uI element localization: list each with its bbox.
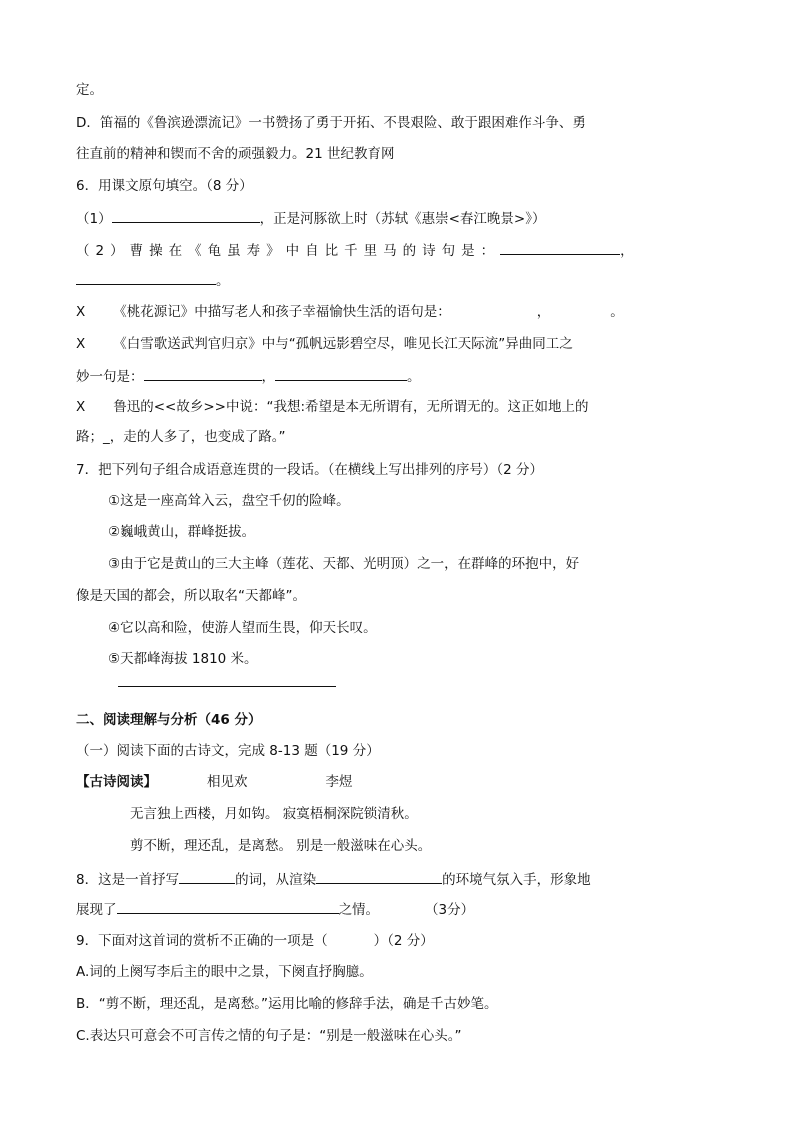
poem-line-2: 剪不断，理还乱，是离愁。 别是一般滋味在心头。 (130, 838, 432, 854)
item-number: （1） (76, 211, 112, 227)
question-6-2-cont (76, 270, 230, 291)
poem-title: 相见欢 (207, 774, 248, 790)
item-text: 鲁迅的<<故乡>>中说：“我想:希望是本无所谓有，无所谓无的。这正如地上的 (113, 399, 589, 415)
item-text: 8．这是一首抒写 (76, 872, 180, 888)
poem-line-1: 无言独上西楼，月如钩。 寂寞梧桐深院锁清秋。 (130, 806, 418, 822)
text-line: 往直前的精神和锲而不舍的顽强毅力。21 世纪教育网 (76, 146, 395, 162)
item-text: 《桃花源记》中描写老人和孩子幸福愉快生活的语句是： (113, 304, 451, 320)
question-6-4-cont (76, 366, 421, 387)
answer-blank[interactable] (118, 672, 336, 687)
item-text: （2）曹操在《龟虽寿》中自比千里马的诗句是： (76, 243, 501, 259)
item-text: 的环境气氛入手，形象地 (442, 872, 591, 888)
question-8 (76, 869, 591, 890)
option-d: D．笛福的《鲁滨逊漂流记》一书赞扬了勇于开拓、不畏艰险、敢于跟困难作斗争、勇 (76, 115, 586, 131)
section-2-heading: 二、阅读理解与分析（46 分） (76, 712, 262, 728)
poem-author: 李煜 (325, 774, 353, 790)
sentence-3: ③由于它是黄山的三大主峰（莲花、天都、光明顶）之一，在群峰的环抱中，好 (108, 556, 580, 572)
sentence-4: ④它以高和险，使游人望而生畏，仰天长叹。 (108, 620, 377, 636)
question-7: 7．把下列句子组合成语意连贯的一段话。（在横线上写出排列的序号）（2 分） (76, 462, 543, 478)
separator: ， (261, 369, 275, 385)
item-text: 之情。 (338, 902, 379, 918)
answer-line[interactable] (118, 672, 336, 693)
question-6-5-cont: 路；_，走的人多了，也变成了路。” (76, 429, 286, 445)
sentence-5: ⑤天都峰海拔 1810 米。 (108, 651, 258, 667)
answer-blank[interactable] (112, 208, 260, 223)
answer-blank[interactable] (275, 366, 407, 381)
question-8-cont (76, 899, 474, 920)
answer-blank[interactable] (179, 869, 235, 884)
separator: 。 (610, 304, 624, 320)
item-text: ，正是河豚欲上时（苏轼《惠崇<春江晚景>》） (259, 211, 546, 227)
separator: ， (536, 304, 551, 320)
poem-header (76, 772, 353, 792)
subsection-1-heading: （一）阅读下面的古诗文，完成 8-13 题（19 分） (76, 743, 380, 759)
item-text: ）（2 分） (373, 933, 434, 949)
separator: 。 (407, 369, 421, 385)
question-6-1 (76, 208, 545, 229)
separator: 。 (216, 273, 230, 289)
option-c: C.表达只可意会不可言传之情的句子是：“别是一般滋味在心头。” (76, 1028, 462, 1044)
answer-blank[interactable] (76, 270, 216, 285)
question-9 (76, 931, 434, 951)
item-marker: X (76, 304, 86, 320)
answer-blank[interactable] (117, 899, 339, 914)
question-6-3 (76, 302, 624, 322)
item-marker: X (76, 336, 86, 352)
answer-blank[interactable] (500, 240, 620, 255)
text-line: 定。 (76, 82, 103, 98)
answer-blank[interactable] (316, 869, 442, 884)
option-a: A.词的上阕写李后主的眼中之景，下阕直抒胸臆。 (76, 964, 373, 980)
item-text: 展现了 (76, 902, 117, 918)
sentence-1: ①这是一座高耸入云，盘空千仞的险峰。 (108, 493, 350, 509)
question-6-5 (76, 397, 589, 417)
answer-blank[interactable] (144, 366, 262, 381)
option-b: B．“剪不断，理还乱，是离愁。”运用比喻的修辞手法，确是千古妙笔。 (76, 996, 498, 1012)
item-marker: X (76, 399, 86, 415)
question-6: 6．用课文原句填空。（8 分） (76, 178, 253, 194)
item-text: 《白雪歌送武判官归京》中与“孤帆远影碧空尽，唯见长江天际流”异曲同工之 (113, 336, 573, 352)
item-text: 的词，从渲染 (235, 872, 317, 888)
item-text: 妙一句是： (76, 369, 144, 385)
item-text: 9．下面对这首词的赏析不正确的一项是（ (76, 933, 328, 949)
separator: ， (620, 243, 634, 259)
question-6-2 (76, 240, 634, 261)
poem-tag: 【古诗阅读】 (76, 774, 157, 790)
question-6-4 (76, 334, 573, 354)
sentence-2: ②巍峨黄山，群峰挺拔。 (108, 524, 256, 540)
sentence-3-cont: 像是天国的都会，所以取名“天都峰”。 (76, 588, 306, 604)
score-label: （3分） (425, 902, 475, 918)
